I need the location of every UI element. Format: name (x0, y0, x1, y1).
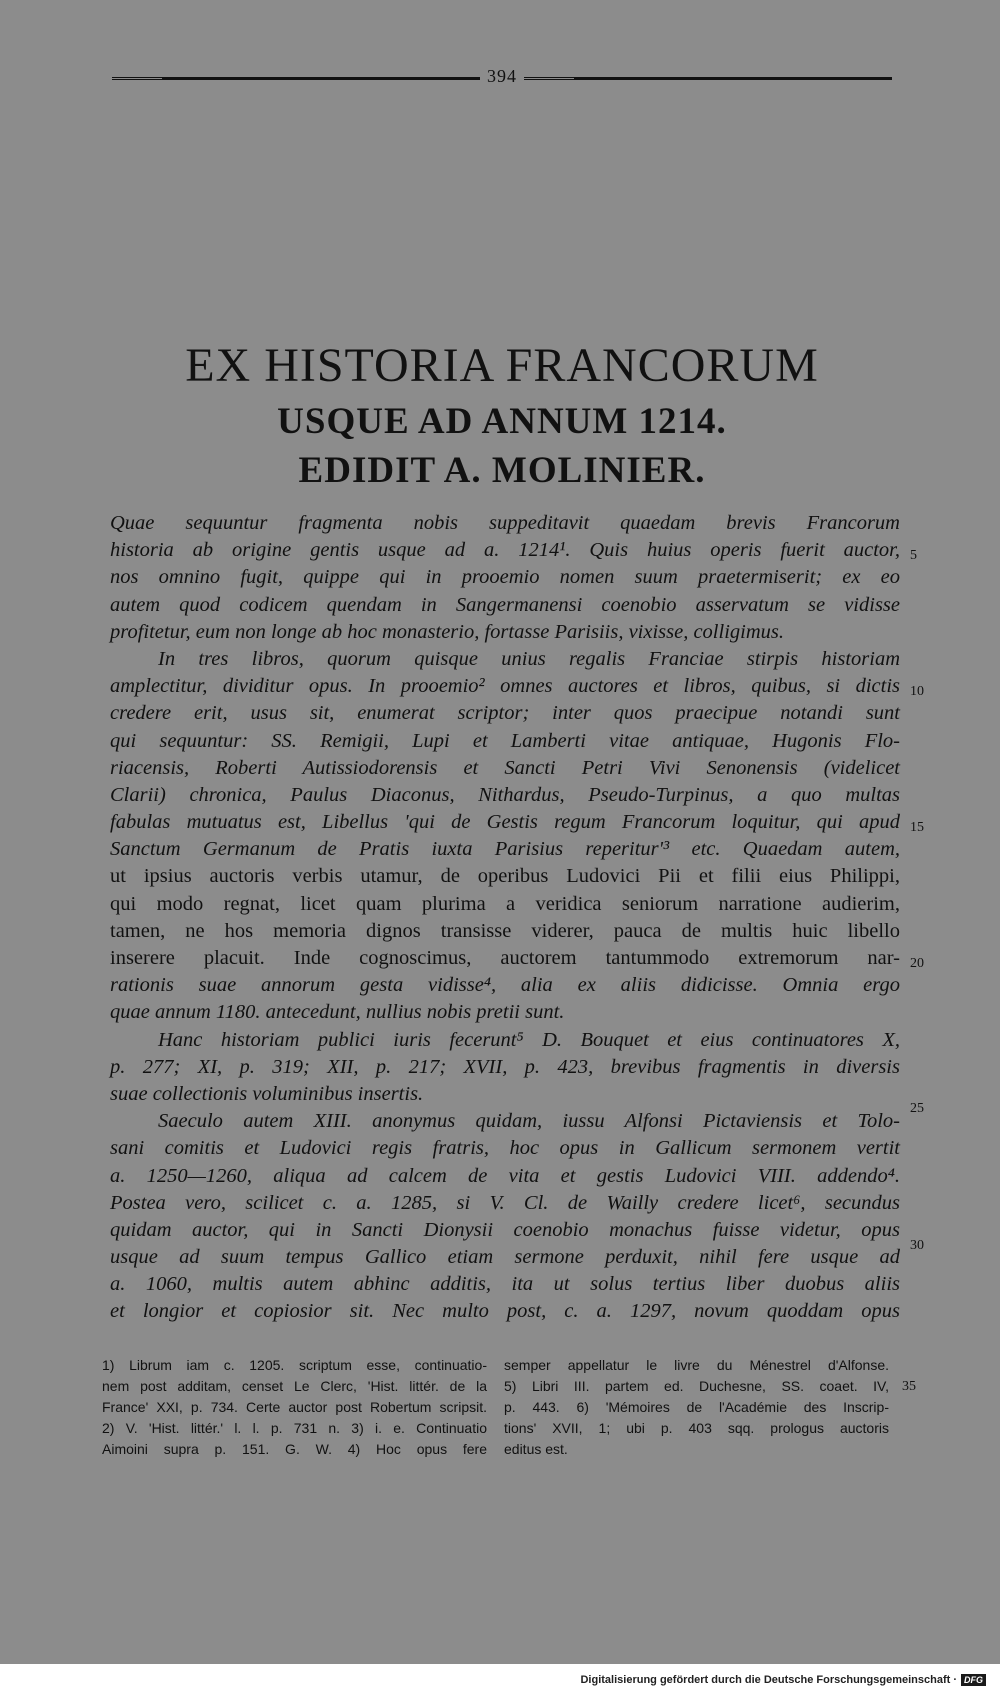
body-line: autem quod codicem quendam in Sangermanensi coenobio asservatum se vidisse (110, 593, 900, 616)
body-line: Postea vero, scilicet c. a. 1285, si V. Cl. de Wailly credere licet⁶, secundus (110, 1191, 900, 1214)
body-line: credere erit, usus sit, enumerat scriptor; inter quos praecipue notandi sunt (110, 702, 900, 725)
line-number: 5 (910, 548, 917, 563)
body-line: Clarii) chronica, Paulus Diaconus, Nithardus, Pseudo-Turpinus, a quo multas (110, 783, 900, 806)
body-line: tamen, ne hos memoria dignos transisse viderer, pauca de multis huic libello (110, 919, 900, 942)
footnote-line: 5) Libri III. partem ed. Duchesne, SS. coaet. IV, (504, 1378, 889, 1394)
body-line: Sanctum Germanum de Pratis iuxta Parisius reperitur'³ etc. Quaedam autem, (110, 838, 900, 861)
body-line: sani comitis et Ludovici regis fratris, hoc opus in Gallicum sermonem vertit (110, 1137, 900, 1160)
body-line: ut ipsius auctoris verbis utamur, de operibus Ludovici Pii et filii eius Philippi, (110, 865, 900, 888)
title-line-1: EX HISTORIA FRANCORUM (185, 339, 819, 392)
body-line: riacensis, Roberti Autissiodorensis et Sancti Petri Vivi Senonensis (videlicet (110, 756, 900, 779)
body-line: Hanc historiam publici iuris fecerunt⁵ D. Bouquet et eius continuatores X, (158, 1028, 900, 1051)
footnote-line: editus est. (504, 1441, 568, 1457)
footnote-line: semper appellatur le livre du Ménestrel d'Alfonse. (504, 1357, 889, 1373)
footnotes-left-column (102, 1355, 487, 1460)
footnote-line: tions' XVII, 1; ubi p. 403 sqq. prologus auctoris (504, 1420, 889, 1436)
footnote-line: Aimoini supra p. 151. G. W. 4) Hoc opus fere (102, 1441, 487, 1457)
page-header (112, 66, 892, 90)
body-line: quidam auctor, qui in Sancti Dionysii coenobio monachus fuisse videtur, opus (110, 1218, 900, 1241)
body-line: p. 277; XI, p. 319; XII, p. 217; XVII, p. 423, brevibus fragmentis in diversis (110, 1055, 900, 1078)
page-number: 394 (487, 66, 517, 86)
body-line: Saeculo autem XIII. anonymus quidam, iussu Alfonsi Pictaviensis et Tolo- (158, 1110, 900, 1133)
body-line: qui modo regnat, licet quam plurima a veridica seniorum narratione audierim, (110, 892, 900, 915)
footnote-line: nem post additam, censet Le Clerc, 'Hist. littér. de la (102, 1378, 487, 1394)
body-line: a. 1250—1260, aliqua ad calcem de vita et gestis Ludovici VIII. addendo⁴. (110, 1164, 900, 1187)
body-line: quae annum 1180. antecedunt, nullius nobis pretii sunt. (110, 1001, 565, 1024)
line-number: 25 (910, 1101, 924, 1116)
footer-credit (580, 1674, 986, 1686)
body-line: rationis suae annorum gesta vidisse⁴, alia ex aliis didicisse. Omnia ergo (110, 974, 900, 997)
body-line: a. 1060, multis autem abhinc additis, ita ut solus tertius liber duobus aliis (110, 1273, 900, 1296)
body-line: Quae sequuntur fragmenta nobis suppeditavit quaedam brevis Francorum (110, 512, 900, 534)
footnote-line: 2) V. 'Hist. littér.' l. l. p. 731 n. 3) i. e. Continuatio (102, 1420, 487, 1436)
line-number: 10 (910, 684, 924, 699)
body-line: amplectitur, dividitur opus. In prooemio² omnes auctores et libros, quibus, si dictis (110, 675, 900, 698)
footnotes-right-column (504, 1355, 889, 1460)
body-text (110, 510, 924, 1326)
body-line: historia ab origine gentis usque ad a. 1214¹. Quis huius operis fuerit auctor, (110, 539, 900, 562)
title-line-3: EDIDIT A. MOLINIER. (298, 450, 706, 491)
line-number: 35 (902, 1379, 916, 1394)
body-line: suae collectionis voluminibus insertis. (110, 1082, 424, 1105)
footer-text: Digitalisierung gefördert durch die Deutsche Forschungsgemeinschaft · (580, 1674, 957, 1686)
title-line-2: USQUE AD ANNUM 1214. (277, 401, 727, 442)
footnote-line: France' XXI, p. 734. Certe auctor post Robertum scripsit. (102, 1399, 487, 1415)
line-number: 30 (910, 1238, 924, 1253)
body-line: profitetur, eum non longe ab hoc monasterio, fortasse Parisiis, vixisse, colligimus. (110, 620, 784, 643)
body-line: inserere placuit. Inde cognoscimus, auctorem tantummodo extremorum nar- (110, 947, 900, 969)
body-line: nos omnino fugit, quippe qui in prooemio nomen suum praetermiserit; ex eo (110, 566, 900, 589)
line-number: 20 (910, 956, 924, 971)
body-line: qui sequuntur: SS. Remigii, Lupi et Lamberti vitae antiquae, Hugonis Flo- (110, 729, 900, 752)
dfg-logo: DFG (961, 1674, 986, 1686)
body-line: et longior et copiosior sit. Nec multo post, c. a. 1297, novum quoddam opus (110, 1300, 900, 1323)
line-number: 15 (910, 820, 924, 835)
body-line: In tres libros, quorum quisque unius regalis Franciae stirpis historiam (158, 647, 900, 670)
body-line: fabulas mutuatus est, Libellus 'qui de Gestis regum Francorum loquitur, qui apud (110, 811, 900, 834)
footnote-line: p. 443. 6) 'Mémoires de l'Académie des Inscrip- (504, 1399, 889, 1415)
body-line: usque ad suum tempus Gallico etiam sermone perduxit, nihil fere usque ad (110, 1246, 900, 1269)
footnote-line: 1) Librum iam c. 1205. scriptum esse, continuatio- (102, 1357, 487, 1373)
